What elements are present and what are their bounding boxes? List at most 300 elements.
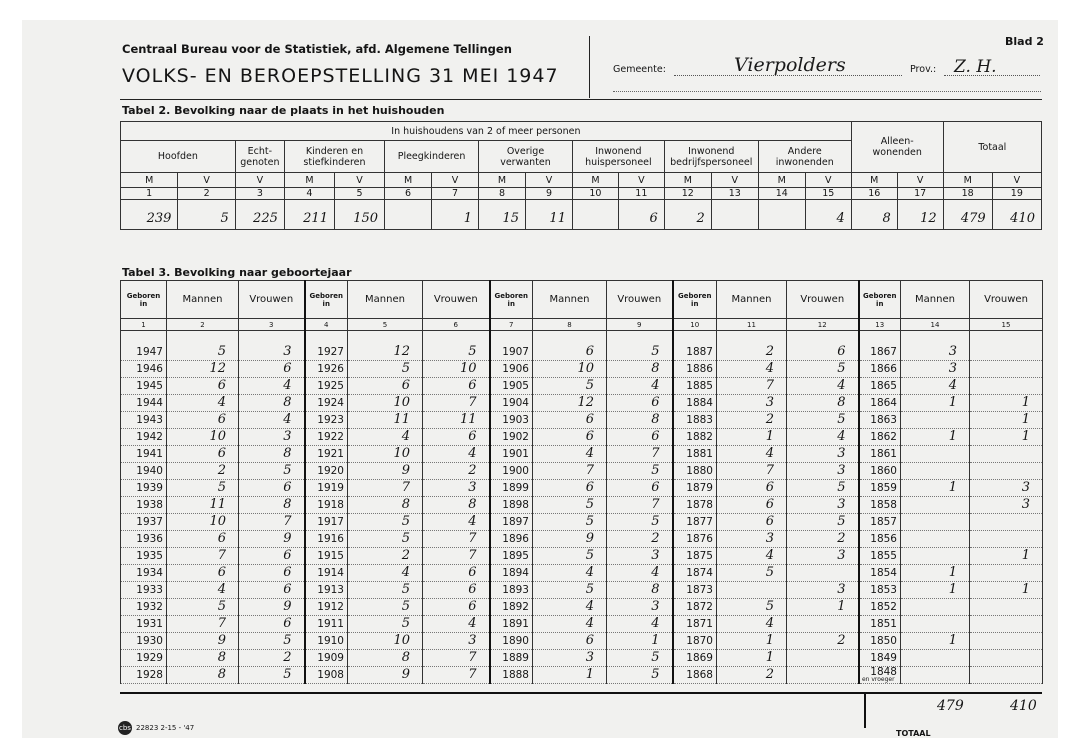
birth-year: 1936 xyxy=(121,530,167,547)
geboren-header: Geboren in xyxy=(121,281,167,319)
mannen-count: 5 xyxy=(717,564,787,581)
birth-year: 1897 xyxy=(490,513,533,530)
vrouwen-count: 8 xyxy=(607,581,673,598)
col-num: 2 xyxy=(167,319,239,331)
mannen-count xyxy=(901,445,970,462)
header-rule xyxy=(120,99,1042,100)
vrouwen-count: 9 xyxy=(239,530,305,547)
value-cell xyxy=(758,200,805,230)
mannen-count: 4 xyxy=(533,598,607,615)
vrouwen-count xyxy=(970,666,1043,683)
vrouwen-count: 4 xyxy=(239,411,305,428)
mannen-count: 6 xyxy=(533,632,607,649)
value-cell: 225 xyxy=(235,200,284,230)
mannen-count xyxy=(901,547,970,564)
vrouwen-count: 6 xyxy=(423,377,490,394)
birth-year: 1911 xyxy=(305,615,348,632)
vrouwen-count: 3 xyxy=(607,598,673,615)
mannen-count: 6 xyxy=(717,513,787,530)
vrouwen-count: 9 xyxy=(239,598,305,615)
birth-year: 1905 xyxy=(490,377,533,394)
birth-year: 1898 xyxy=(490,496,533,513)
mannen-count: 1 xyxy=(717,649,787,666)
col-num: 11 xyxy=(717,319,787,331)
mv-cell: M xyxy=(385,173,432,188)
mannen-count: 2 xyxy=(717,666,787,683)
group-header: In huishoudens van 2 of meer personen xyxy=(121,122,852,141)
col-header-5: Overige verwanten xyxy=(479,141,573,173)
birth-year: 1912 xyxy=(305,598,348,615)
mannen-count: 6 xyxy=(717,496,787,513)
mannen-count: 2 xyxy=(717,344,787,361)
vrouwen-count: 7 xyxy=(423,547,490,564)
birth-year: 1864 xyxy=(859,394,901,411)
birth-year: 1920 xyxy=(305,462,348,479)
vrouwen-count: 5 xyxy=(239,462,305,479)
birth-year: 1928 xyxy=(121,666,167,683)
mannen-count: 6 xyxy=(167,377,239,394)
mannen-count: 1 xyxy=(717,632,787,649)
birth-year: 1919 xyxy=(305,479,348,496)
birth-year: 1933 xyxy=(121,581,167,598)
table-row xyxy=(121,632,1043,649)
mannen-count: 3 xyxy=(533,649,607,666)
mannen-count: 1 xyxy=(533,666,607,683)
mv-cell: V xyxy=(235,173,284,188)
birth-year: 1944 xyxy=(121,394,167,411)
mv-cell: M xyxy=(664,173,711,188)
table-row xyxy=(121,564,1043,581)
col-num: 15 xyxy=(805,188,851,200)
vrouwen-count: 7 xyxy=(423,394,490,411)
col-num: 9 xyxy=(526,188,573,200)
province-value: Z. H. xyxy=(954,57,997,77)
col-num: 1 xyxy=(121,319,167,331)
vrouwen-count: 1 xyxy=(970,428,1043,445)
col-num: 10 xyxy=(673,319,717,331)
vrouwen-count: 3 xyxy=(787,547,859,564)
table2-value-row xyxy=(121,200,1042,230)
table-row xyxy=(121,445,1043,462)
vrouwen-count xyxy=(970,530,1043,547)
vrouwen-count: 2 xyxy=(423,462,490,479)
mannen-count xyxy=(901,649,970,666)
vrouwen-count: 2 xyxy=(787,530,859,547)
vrouwen-count: 6 xyxy=(423,598,490,615)
mannen-count: 5 xyxy=(348,615,423,632)
birth-year: 1893 xyxy=(490,581,533,598)
mannen-count: 5 xyxy=(533,513,607,530)
mannen-count: 6 xyxy=(533,411,607,428)
birth-year: 1880 xyxy=(673,462,717,479)
mannen-count: 4 xyxy=(533,615,607,632)
value-cell: 239 xyxy=(121,200,178,230)
birth-year: 1903 xyxy=(490,411,533,428)
value-cell: 11 xyxy=(526,200,573,230)
birth-year: 1947 xyxy=(121,344,167,361)
col-header-1: Hoofden xyxy=(121,141,236,173)
mannen-count: 1 xyxy=(901,479,970,496)
mannen-count: 10 xyxy=(167,428,239,445)
vrouwen-count: 6 xyxy=(423,581,490,598)
vrouwen-count: 6 xyxy=(239,479,305,496)
cbs-logo-icon: cbs xyxy=(118,721,132,735)
table-row xyxy=(121,344,1043,361)
col-num: 3 xyxy=(239,319,305,331)
value-cell xyxy=(572,200,618,230)
vrouwen-count: 11 xyxy=(423,411,490,428)
mannen-count: 4 xyxy=(717,615,787,632)
totaal-left-border xyxy=(864,692,866,728)
mannen-count: 4 xyxy=(717,360,787,377)
birth-year: 1889 xyxy=(490,649,533,666)
mannen-count xyxy=(901,530,970,547)
vrouwen-count xyxy=(970,344,1043,361)
mannen-count: 9 xyxy=(533,530,607,547)
vrouwen-count: 8 xyxy=(607,360,673,377)
vrouwen-count xyxy=(970,564,1043,581)
vrouwen-count: 1 xyxy=(970,411,1043,428)
mv-cell: V xyxy=(334,173,384,188)
vrouwen-count: 4 xyxy=(607,564,673,581)
gemeente-label: Gemeente: xyxy=(613,64,666,75)
birth-year: 1886 xyxy=(673,360,717,377)
vrouwen-count: 4 xyxy=(787,428,859,445)
mannen-count: 3 xyxy=(901,344,970,361)
totaal-vrouwen: 410 xyxy=(1010,698,1037,714)
spacer-cell xyxy=(673,331,717,344)
value-cell: 150 xyxy=(334,200,384,230)
mannen-count xyxy=(901,615,970,632)
vrouwen-count: 6 xyxy=(787,344,859,361)
vrouwen-count: 6 xyxy=(423,428,490,445)
spacer-cell xyxy=(121,331,167,344)
birth-year: 1869 xyxy=(673,649,717,666)
birth-year: 1892 xyxy=(490,598,533,615)
vrouwen-count: 3 xyxy=(423,479,490,496)
birth-year: 1909 xyxy=(305,649,348,666)
vrouwen-header: Vrouwen xyxy=(970,281,1043,319)
birth-year: 1887 xyxy=(673,344,717,361)
spacer-cell xyxy=(787,331,859,344)
birth-year: 1932 xyxy=(121,598,167,615)
col-num: 2 xyxy=(178,188,235,200)
value-cell: 12 xyxy=(897,200,943,230)
table-row xyxy=(121,479,1043,496)
birth-year: 1927 xyxy=(305,344,348,361)
vrouwen-header: Vrouwen xyxy=(787,281,859,319)
birth-year: 1863 xyxy=(859,411,901,428)
vrouwen-count: 6 xyxy=(423,564,490,581)
mannen-count: 9 xyxy=(348,666,423,683)
table-row xyxy=(121,360,1043,377)
birth-year: 1916 xyxy=(305,530,348,547)
col-num: 12 xyxy=(787,319,859,331)
vrouwen-count: 1 xyxy=(970,581,1043,598)
spacer-cell xyxy=(305,331,348,344)
vrouwen-count: 7 xyxy=(423,649,490,666)
mannen-header: Mannen xyxy=(901,281,970,319)
col-num: 3 xyxy=(235,188,284,200)
col-num: 19 xyxy=(992,188,1041,200)
mannen-count: 3 xyxy=(901,360,970,377)
birth-year: 1931 xyxy=(121,615,167,632)
mannen-count: 4 xyxy=(167,581,239,598)
birth-year: 1902 xyxy=(490,428,533,445)
col-header-2: Echt- genoten xyxy=(235,141,284,173)
birth-year: 1879 xyxy=(673,479,717,496)
mv-cell: M xyxy=(572,173,618,188)
vrouwen-count: 5 xyxy=(787,411,859,428)
vrouwen-count: 6 xyxy=(607,479,673,496)
table3-birth-year xyxy=(120,280,1043,684)
birth-year: 1891 xyxy=(490,615,533,632)
mannen-count: 8 xyxy=(348,496,423,513)
mv-cell: V xyxy=(526,173,573,188)
vrouwen-count: 3 xyxy=(787,581,859,598)
geboren-header: Geboren in xyxy=(859,281,901,319)
birth-year: 1854 xyxy=(859,564,901,581)
vrouwen-count xyxy=(970,513,1043,530)
birth-year: 1935 xyxy=(121,547,167,564)
col-num: 16 xyxy=(851,188,897,200)
vrouwen-count: 4 xyxy=(239,377,305,394)
mannen-count xyxy=(901,462,970,479)
mannen-count: 11 xyxy=(348,411,423,428)
col-num: 5 xyxy=(348,319,423,331)
vrouwen-count: 1 xyxy=(607,632,673,649)
mannen-count: 7 xyxy=(167,547,239,564)
mannen-count: 6 xyxy=(348,377,423,394)
birth-year: 1906 xyxy=(490,360,533,377)
mannen-count: 1 xyxy=(901,428,970,445)
address-line xyxy=(613,91,1041,92)
birth-year: 1914 xyxy=(305,564,348,581)
vrouwen-count: 5 xyxy=(787,479,859,496)
value-cell: 479 xyxy=(943,200,992,230)
mannen-count: 10 xyxy=(348,394,423,411)
mannen-count: 4 xyxy=(348,428,423,445)
vrouwen-count: 1 xyxy=(787,598,859,615)
mannen-count: 10 xyxy=(533,360,607,377)
birth-year: 1946 xyxy=(121,360,167,377)
mannen-count: 2 xyxy=(167,462,239,479)
birth-year: 1872 xyxy=(673,598,717,615)
table-row xyxy=(121,496,1043,513)
mannen-header: Mannen xyxy=(533,281,607,319)
mv-cell: M xyxy=(121,173,178,188)
mannen-count: 11 xyxy=(167,496,239,513)
col-header-totaal: Totaal xyxy=(943,122,1041,173)
vrouwen-count xyxy=(970,615,1043,632)
birth-year: 1896 xyxy=(490,530,533,547)
vrouwen-count: 4 xyxy=(423,445,490,462)
mannen-count: 5 xyxy=(533,496,607,513)
vrouwen-count: 5 xyxy=(607,666,673,683)
birth-year: 1866 xyxy=(859,360,901,377)
table3-bottom-rule xyxy=(120,692,1042,694)
birth-year: 1871 xyxy=(673,615,717,632)
birth-year: 1910 xyxy=(305,632,348,649)
vrouwen-count: 4 xyxy=(423,615,490,632)
geboren-header: Geboren in xyxy=(305,281,348,319)
totaal-label: TOTAAL xyxy=(896,729,931,738)
spacer-cell xyxy=(901,331,970,344)
mv-cell: V xyxy=(618,173,664,188)
mv-cell: M xyxy=(758,173,805,188)
birth-year: 1940 xyxy=(121,462,167,479)
mv-cell: V xyxy=(432,173,479,188)
birth-year: 1923 xyxy=(305,411,348,428)
mannen-count: 10 xyxy=(348,445,423,462)
mannen-count: 8 xyxy=(167,666,239,683)
mannen-header: Mannen xyxy=(167,281,239,319)
value-cell: 2 xyxy=(664,200,711,230)
spacer-cell xyxy=(970,331,1043,344)
vrouwen-count: 2 xyxy=(239,649,305,666)
mannen-count: 1 xyxy=(901,564,970,581)
birth-year: 1890 xyxy=(490,632,533,649)
col-num: 5 xyxy=(334,188,384,200)
spacer-row xyxy=(121,331,1043,344)
birth-year: 1873 xyxy=(673,581,717,598)
vrouwen-count xyxy=(787,666,859,683)
mv-cell: M xyxy=(284,173,334,188)
birth-year: 1941 xyxy=(121,445,167,462)
mannen-count: 7 xyxy=(167,615,239,632)
col-num: 4 xyxy=(305,319,348,331)
birth-year: 1883 xyxy=(673,411,717,428)
birth-year: 1884 xyxy=(673,394,717,411)
birth-year: 1939 xyxy=(121,479,167,496)
vrouwen-count xyxy=(970,649,1043,666)
en-vroeger-note: en vroeger xyxy=(861,675,895,683)
mannen-count: 10 xyxy=(348,632,423,649)
col-num: 15 xyxy=(970,319,1043,331)
vrouwen-count: 8 xyxy=(787,394,859,411)
mv-cell: M xyxy=(479,173,526,188)
mannen-count: 4 xyxy=(348,564,423,581)
vrouwen-count: 4 xyxy=(607,377,673,394)
mannen-count: 8 xyxy=(348,649,423,666)
mv-cell: V xyxy=(992,173,1041,188)
birth-year: 1899 xyxy=(490,479,533,496)
mannen-count: 4 xyxy=(717,547,787,564)
spacer-cell xyxy=(167,331,239,344)
vrouwen-count: 6 xyxy=(239,547,305,564)
table-row xyxy=(121,394,1043,411)
table-row xyxy=(121,513,1043,530)
vrouwen-count: 3 xyxy=(787,445,859,462)
table3-header-row xyxy=(121,281,1043,319)
col-num: 7 xyxy=(490,319,533,331)
census-form-sheet xyxy=(22,20,1058,738)
birth-year: 1860 xyxy=(859,462,901,479)
vrouwen-header: Vrouwen xyxy=(607,281,673,319)
mannen-count: 2 xyxy=(717,411,787,428)
mv-cell: M xyxy=(943,173,992,188)
mannen-count: 2 xyxy=(348,547,423,564)
vrouwen-count: 10 xyxy=(423,360,490,377)
mannen-count: 5 xyxy=(167,479,239,496)
birth-year: 1888 xyxy=(490,666,533,683)
mannen-count: 5 xyxy=(348,581,423,598)
birth-year: 1917 xyxy=(305,513,348,530)
vrouwen-count: 6 xyxy=(607,428,673,445)
value-cell: 8 xyxy=(851,200,897,230)
vrouwen-count: 4 xyxy=(787,377,859,394)
birth-year: 1849 xyxy=(859,649,901,666)
table-row xyxy=(121,666,1043,683)
col-num: 12 xyxy=(664,188,711,200)
vrouwen-count: 1 xyxy=(970,394,1043,411)
birth-year: 1907 xyxy=(490,344,533,361)
vrouwen-count: 5 xyxy=(607,344,673,361)
birth-year: 1885 xyxy=(673,377,717,394)
vrouwen-count: 5 xyxy=(607,462,673,479)
mannen-header: Mannen xyxy=(348,281,423,319)
birth-year: 1867 xyxy=(859,344,901,361)
mannen-count: 6 xyxy=(717,479,787,496)
value-cell xyxy=(385,200,432,230)
organization-name: Centraal Bureau voor de Statistiek, afd. Algemene Tellingen xyxy=(122,42,512,56)
birth-year: 1913 xyxy=(305,581,348,598)
gemeente-value: Vierpolders xyxy=(734,54,846,76)
mannen-count: 5 xyxy=(533,377,607,394)
table-row xyxy=(121,615,1043,632)
mannen-count xyxy=(901,411,970,428)
table-row xyxy=(121,598,1043,615)
birth-year: 1850 xyxy=(859,632,901,649)
mannen-count: 4 xyxy=(717,445,787,462)
vrouwen-count: 8 xyxy=(239,445,305,462)
vrouwen-count: 7 xyxy=(607,445,673,462)
mannen-count: 5 xyxy=(533,581,607,598)
col-num: 6 xyxy=(423,319,490,331)
birth-year: 1924 xyxy=(305,394,348,411)
mannen-count: 5 xyxy=(167,344,239,361)
table-row xyxy=(121,428,1043,445)
mannen-count xyxy=(901,666,970,683)
mannen-count: 5 xyxy=(717,598,787,615)
table-row xyxy=(121,530,1043,547)
col-num: 14 xyxy=(901,319,970,331)
vrouwen-count: 4 xyxy=(607,615,673,632)
vrouwen-count: 5 xyxy=(423,344,490,361)
table-row xyxy=(121,649,1043,666)
table-row xyxy=(121,411,1043,428)
birth-year: 1851 xyxy=(859,615,901,632)
table3-num-row xyxy=(121,319,1043,331)
vrouwen-count: 3 xyxy=(607,547,673,564)
vrouwen-count: 3 xyxy=(239,344,305,361)
vrouwen-count: 7 xyxy=(423,666,490,683)
vrouwen-count: 3 xyxy=(787,462,859,479)
table2-title: Tabel 2. Bevolking naar de plaats in het huishouden xyxy=(122,104,445,117)
spacer-cell xyxy=(239,331,305,344)
vrouwen-count: 1 xyxy=(970,547,1043,564)
birth-year: 1929 xyxy=(121,649,167,666)
vrouwen-count: 7 xyxy=(239,513,305,530)
mannen-count: 12 xyxy=(348,344,423,361)
vrouwen-count: 4 xyxy=(423,513,490,530)
value-cell xyxy=(711,200,758,230)
mannen-count: 6 xyxy=(167,411,239,428)
vrouwen-count: 8 xyxy=(607,411,673,428)
birth-year: 1852 xyxy=(859,598,901,615)
vrouwen-count: 3 xyxy=(970,479,1043,496)
spacer-cell xyxy=(859,331,901,344)
